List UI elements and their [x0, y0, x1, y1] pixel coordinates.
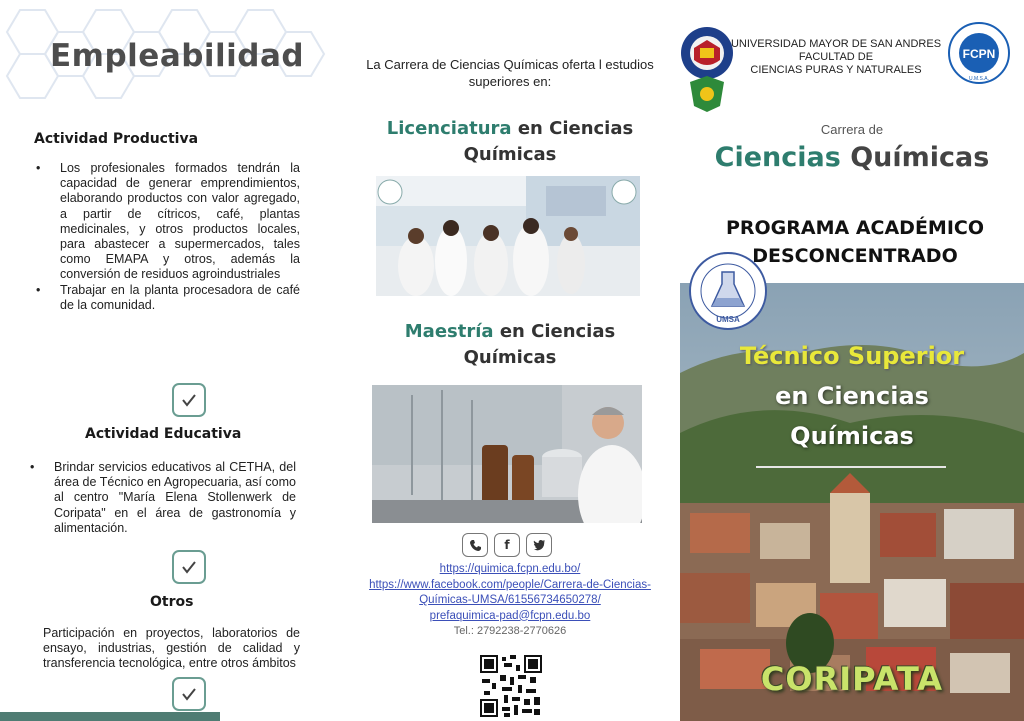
- researcher-laboratory-photo: [372, 385, 642, 523]
- check-icon: [179, 557, 199, 577]
- intro-text: La Carrera de Ciencias Químicas oferta l estudios superiores en:: [366, 57, 654, 89]
- fcpn-logo: [948, 22, 1010, 84]
- tecnico-superior-line2: en Ciencias: [775, 382, 929, 410]
- program-accent: Licenciatura: [386, 118, 512, 139]
- program-line2: Químicas: [463, 144, 557, 165]
- town-name: CORIPATA: [760, 660, 944, 698]
- fcpn-logo-subtext: U.M.S.A.: [968, 76, 990, 82]
- right-panel: [680, 0, 1024, 721]
- program-line2: Químicas: [463, 347, 557, 368]
- facebook-link[interactable]: https://www.facebook.com/people/Carrera-de-Ciencias-Químicas-UMSA/61556734650278/: [369, 578, 651, 606]
- program-rest: en Ciencias: [511, 118, 634, 139]
- career-title-accent: Ciencias: [714, 142, 841, 173]
- others-title: Otros: [150, 594, 194, 610]
- university-header: [730, 38, 942, 77]
- website-link[interactable]: https://quimica.fcpn.edu.bo/: [439, 563, 581, 575]
- seal-text: UMSA: [716, 315, 740, 324]
- chemistry-career-seal: [684, 250, 772, 332]
- faculty-line1: FACULTAD DE: [798, 51, 874, 63]
- qr-code[interactable]: [480, 655, 542, 717]
- tecnico-superior-line1: Técnico Superior: [739, 342, 965, 370]
- program-title-line1: PROGRAMA ACADÉMICO: [725, 217, 985, 239]
- career-title: [680, 142, 1024, 173]
- facebook-icon[interactable]: f: [494, 533, 520, 557]
- program-title-line2: DESCONCENTRADO: [752, 245, 958, 267]
- program-accent: Maestría: [404, 321, 494, 342]
- others-text: Participación en proyectos, laboratorios de ensayo, industrias, gestión de calidad y transferencia tecnológica, entre otros ámbitos: [43, 626, 300, 671]
- umsa-shield-logo: [680, 20, 734, 112]
- check-box: [172, 550, 206, 584]
- decorative-bar: [0, 712, 220, 721]
- tecnico-superior-title: [680, 336, 1024, 456]
- left-panel: [0, 0, 340, 721]
- faculty-line2: CIENCIAS PURAS Y NATURALES: [750, 64, 922, 76]
- laboratory-students-photo: [376, 176, 640, 296]
- university-name: UNIVERSIDAD MAYOR DE SAN ANDRES: [730, 38, 942, 50]
- employability-title: Empleabilidad: [50, 38, 305, 74]
- twitter-icon[interactable]: [526, 533, 552, 557]
- fcpn-logo-text: FCPN: [962, 47, 996, 61]
- licenciatura-title: [340, 116, 680, 168]
- tecnico-superior-line3: Químicas: [790, 422, 914, 450]
- list-item: • Trabajar en la planta procesadora de café de la comunidad.: [34, 283, 300, 313]
- list-item: • Los profesionales formados tendrán la capacidad de generar emprendimientos, elaborando productos con valor agregado, a partir de cítricos, café, plantas medicinales, y otros productos locales, para abastecer a supermercados, tales como EMAPA y otros, además la conversión de residuos agroindustriales: [34, 161, 300, 283]
- educational-activity-list: [28, 460, 296, 536]
- check-box: [172, 677, 206, 711]
- email-link[interactable]: prefaquimica-pad@fcpn.edu.bo: [429, 609, 591, 622]
- title-divider: [756, 466, 946, 468]
- career-label: Carrera de: [820, 122, 884, 137]
- maestria-title: [340, 319, 680, 371]
- productive-activity-list: [34, 161, 300, 313]
- social-icons: [462, 533, 552, 557]
- career-title-rest: Químicas: [840, 142, 990, 173]
- middle-panel: [340, 0, 680, 721]
- list-item: • Brindar servicios educativos al CETHA, del área de Técnico en Agropecuaria, así como al centro "María Elena Stollenwerk de Coripata" en el área de gastronomía y alimentación.: [28, 460, 296, 536]
- contact-links: [360, 562, 660, 640]
- program-rest: en Ciencias: [493, 321, 616, 342]
- check-box: [172, 383, 206, 417]
- productive-activity-title: Actividad Productiva: [34, 131, 199, 147]
- educational-activity-title: Actividad Educativa: [85, 426, 242, 442]
- check-icon: [179, 390, 199, 410]
- telephone-text: Tel.: 2792238-2770626: [453, 625, 567, 637]
- phone-icon[interactable]: [462, 533, 488, 557]
- check-icon: [179, 684, 199, 704]
